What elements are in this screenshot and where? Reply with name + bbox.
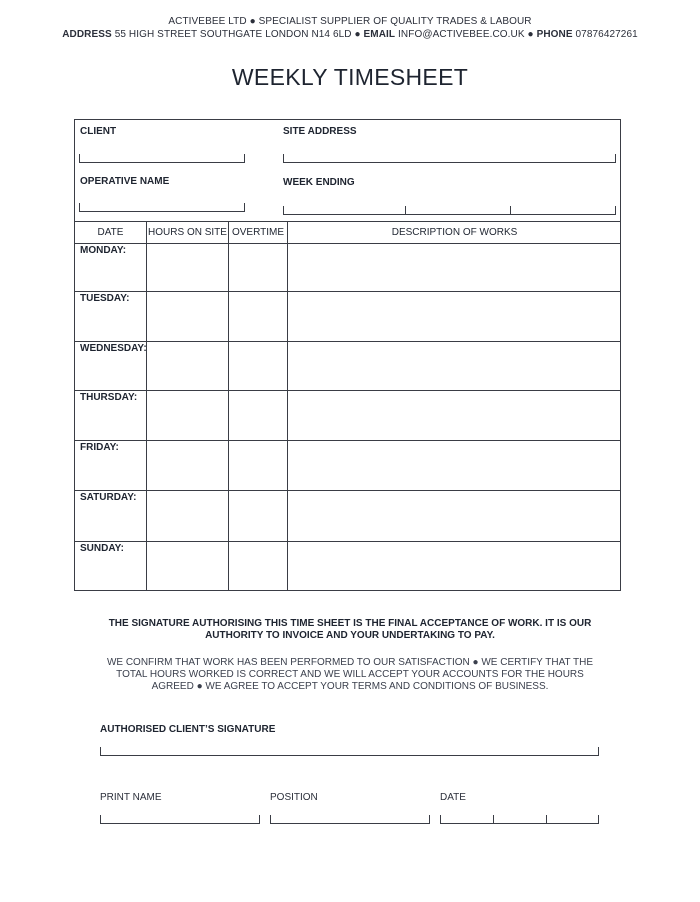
position-field[interactable]	[270, 815, 430, 824]
operative-name-label: OPERATIVE NAME	[80, 176, 170, 187]
column-header-date: DATE	[97, 227, 124, 238]
row-divider	[74, 291, 621, 292]
day-label-monday: MONDAY:	[80, 245, 127, 256]
day-label-wednesday: WEDNESDAY:	[80, 343, 147, 354]
email-value: INFO@ACTIVEBEE.CO.UK ●	[398, 29, 534, 40]
address-value: 55 HIGH STREET SOUTHGATE LONDON N14 6LD ●	[114, 29, 361, 40]
date-divider	[493, 815, 494, 824]
column-divider	[228, 221, 229, 591]
site-address-field[interactable]	[283, 154, 616, 163]
email-label: EMAIL	[363, 29, 396, 40]
day-label-tuesday: TUESDAY:	[80, 293, 130, 304]
day-label-thursday: THURSDAY:	[80, 392, 138, 403]
table-header-border	[74, 243, 621, 244]
row-divider	[74, 490, 621, 491]
address-label: ADDRESS	[62, 29, 112, 40]
day-label-saturday: SATURDAY:	[80, 492, 137, 503]
print-name-label: PRINT NAME	[100, 792, 162, 803]
week-ending-label: WEEK ENDING	[283, 177, 355, 188]
date-field[interactable]	[440, 815, 599, 824]
phone-value: 07876427261	[575, 29, 638, 40]
company-contact-line	[0, 29, 700, 40]
week-ending-divider	[405, 206, 406, 215]
row-divider	[74, 341, 621, 342]
site-address-label: SITE ADDRESS	[283, 126, 357, 137]
column-divider	[287, 221, 288, 591]
date-divider	[546, 815, 547, 824]
page-title: WEEKLY TIMESHEET	[231, 64, 469, 90]
column-header-overtime: OVERTIME	[231, 227, 285, 238]
week-ending-divider	[510, 206, 511, 215]
row-divider	[74, 541, 621, 542]
print-name-field[interactable]	[100, 815, 260, 824]
table-top-border	[74, 221, 621, 222]
date-label: DATE	[440, 792, 466, 803]
authority-statement: THE SIGNATURE AUTHORISING THIS TIME SHEET IS THE FINAL ACCEPTANCE OF WORK. IT IS OUR AUTHORITY TO INVOICE AND YOUR UNDERTAKING TO PAY.	[108, 618, 592, 641]
confirmation-statement: WE CONFIRM THAT WORK HAS BEEN PERFORMED TO OUR SATISFACTION ● WE CERTIFY THAT THE TOTAL HOURS WORKED IS CORRECT AND WE WILL ACCEPT YOUR ACCOUNTS FOR THE HOURS AGREED ● WE AGREE TO ACCEPT YOUR TERMS AND CONDITIONS OF BUSINESS.	[106, 657, 594, 692]
company-tagline	[0, 16, 700, 27]
company-tagline-text: ACTIVEBEE LTD ● SPECIALIST SUPPLIER OF QUALITY TRADES & LABOUR	[168, 16, 532, 27]
phone-label: PHONE	[536, 29, 573, 40]
client-label: CLIENT	[80, 126, 117, 137]
column-header-hours: HOURS ON SITE	[148, 227, 227, 238]
signature-field[interactable]	[100, 747, 599, 756]
column-divider	[146, 221, 147, 591]
timesheet-frame	[74, 119, 621, 591]
day-label-friday: FRIDAY:	[80, 442, 119, 453]
row-divider	[74, 390, 621, 391]
row-divider	[74, 440, 621, 441]
week-ending-field[interactable]	[283, 206, 616, 215]
position-label: POSITION	[270, 792, 318, 803]
column-header-description: DESCRIPTION OF WORKS	[391, 227, 518, 238]
authorised-signature-label: AUTHORISED CLIENT’S SIGNATURE	[100, 724, 276, 735]
client-field[interactable]	[79, 154, 245, 163]
operative-name-field[interactable]	[79, 203, 245, 212]
day-label-sunday: SUNDAY:	[80, 543, 124, 554]
